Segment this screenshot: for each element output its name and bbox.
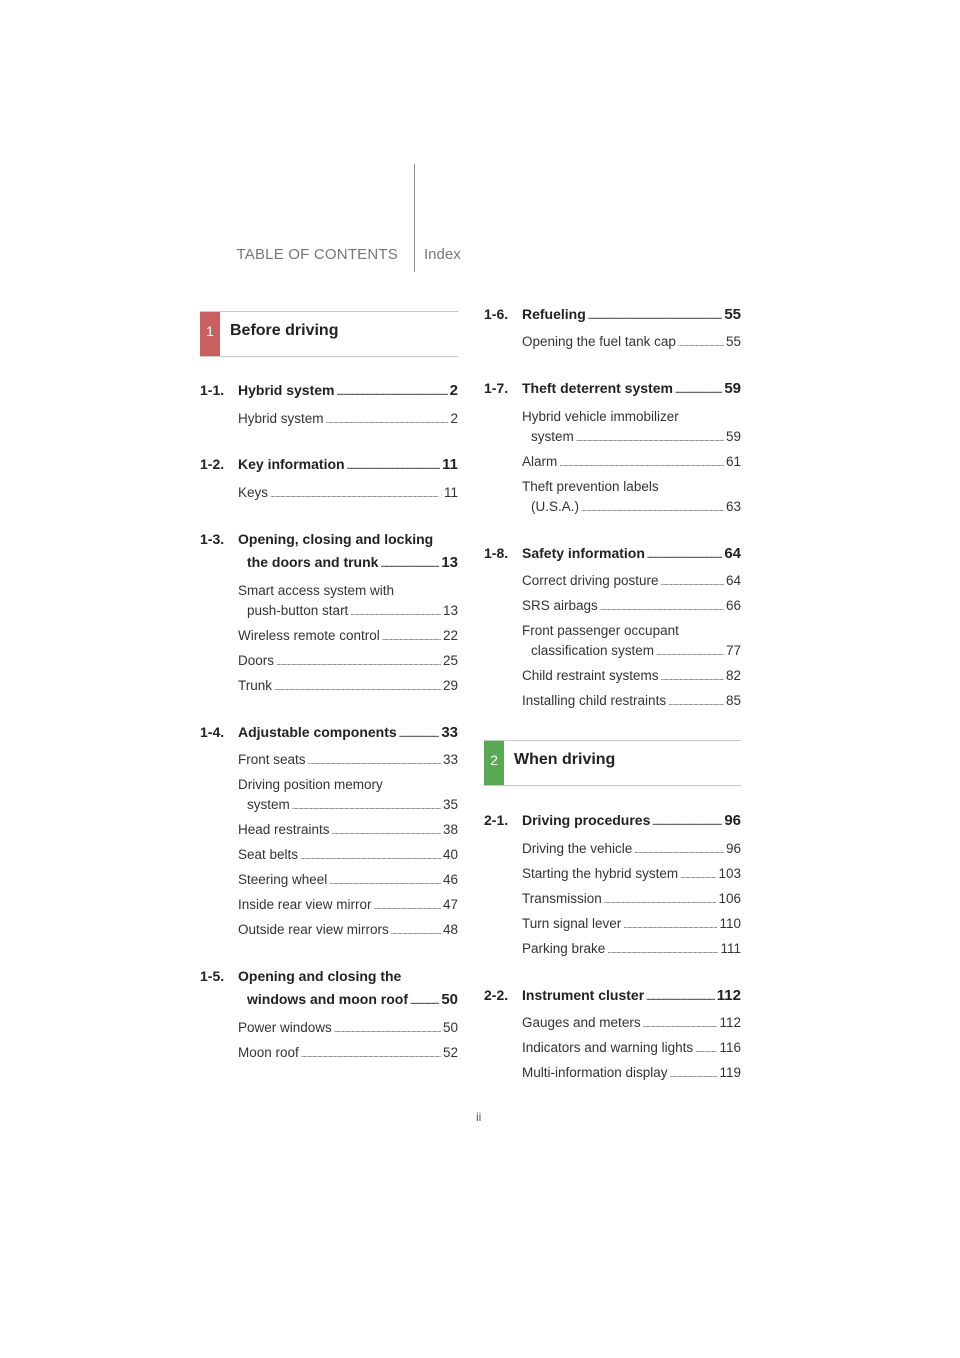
chapter-number: 1-6. (484, 306, 509, 322)
chapter-title-line2: the doors and trunk (247, 554, 379, 570)
leader-dots (647, 542, 722, 567)
item-text: Transmission (522, 891, 602, 906)
leader-dots (675, 377, 722, 402)
leader-dots (399, 721, 440, 746)
toc-item[interactable] (238, 750, 458, 772)
leader-dots (329, 870, 441, 892)
item-page: 40 (442, 847, 458, 862)
toc-item[interactable] (238, 626, 458, 648)
item-text: Steering wheel (238, 872, 328, 887)
item-text: Installing child restraints (522, 693, 667, 708)
index-tab[interactable]: Index (424, 246, 461, 263)
chapter-title: Driving procedures (522, 812, 651, 828)
leader-dots (668, 691, 724, 713)
toc-item[interactable] (522, 839, 741, 861)
toc-item[interactable] (238, 775, 458, 812)
item-page: 29 (442, 678, 458, 693)
chapter-page: 112 (716, 987, 741, 1004)
item-text: Child restraint systems (522, 668, 659, 683)
toc-item[interactable] (238, 409, 458, 431)
chapter-number: 1-8. (484, 545, 509, 561)
item-text: Power windows (238, 1020, 332, 1035)
item-text: SRS airbags (522, 598, 598, 613)
item-page: 66 (725, 598, 741, 613)
leader-dots (380, 551, 439, 576)
toc-item[interactable] (522, 1038, 741, 1060)
chapter-number: 1-2. (200, 456, 225, 472)
leader-dots (292, 795, 441, 817)
leader-dots (308, 750, 441, 772)
item-text: Indicators and warning lights (522, 1040, 694, 1055)
chapter-title-line2: windows and moon roof (247, 991, 408, 1007)
chapter-page: 96 (724, 812, 741, 829)
toc-item[interactable] (522, 571, 741, 593)
chapter-page: 2 (449, 382, 458, 399)
item-page: 106 (718, 891, 741, 906)
toc-item[interactable] (522, 596, 741, 618)
item-entry (531, 427, 741, 449)
leader-dots (301, 1043, 441, 1065)
toc-item[interactable] (238, 483, 458, 505)
item-page: 82 (725, 668, 741, 683)
toc-item[interactable] (522, 939, 741, 961)
chapter-title: Key information (238, 456, 345, 472)
chapter-entry (238, 721, 458, 746)
item-text: Opening the fuel tank cap (522, 334, 676, 349)
item-page: 52 (442, 1045, 458, 1060)
item-page: 96 (725, 841, 741, 856)
section-title: When driving (514, 751, 616, 768)
item-page: 63 (725, 499, 741, 514)
chapter-title: Safety information (522, 545, 645, 561)
item-page: 61 (725, 454, 741, 469)
chapter-number: 2-1. (484, 812, 509, 828)
item-text: Parking brake (522, 941, 606, 956)
item-entry (531, 641, 741, 663)
leader-dots (374, 895, 441, 917)
table-of-contents-tab[interactable]: TABLE OF CONTENTS (236, 246, 398, 263)
item-text: Keys (238, 485, 269, 500)
section-number-badge: 2 (484, 741, 504, 785)
toc-item[interactable] (238, 581, 458, 618)
chapter-title: Refueling (522, 306, 586, 322)
toc-item[interactable] (238, 895, 458, 917)
chapter-entry (522, 377, 741, 402)
toc-item[interactable] (522, 621, 741, 658)
leader-dots (588, 303, 723, 328)
toc-item[interactable] (238, 820, 458, 842)
item-page: 46 (442, 872, 458, 887)
toc-item[interactable] (238, 1018, 458, 1040)
toc-item[interactable] (522, 889, 741, 911)
chapter-title-line1: Opening, closing and locking (238, 531, 434, 547)
item-text: Starting the hybrid system (522, 866, 679, 881)
item-text: Seat belts (238, 847, 299, 862)
toc-item[interactable] (238, 870, 458, 892)
leader-dots (559, 452, 724, 474)
chapter-number: 1-5. (200, 968, 225, 984)
item-page: 2 (450, 411, 458, 426)
leader-dots (334, 1018, 441, 1040)
leader-dots (634, 839, 724, 861)
item-text-line2: system (247, 797, 290, 812)
item-page: 48 (442, 922, 458, 937)
item-page: 112 (719, 1015, 741, 1030)
item-page: 22 (442, 628, 458, 643)
chapter-entry (247, 551, 458, 576)
leader-dots (382, 626, 441, 648)
leader-dots (274, 676, 441, 698)
toc-item[interactable] (238, 651, 458, 673)
leader-dots (678, 332, 724, 354)
toc-item[interactable] (522, 1063, 741, 1085)
item-text: Head restraints (238, 822, 330, 837)
chapter-entry (247, 988, 458, 1013)
chapter-title: Theft deterrent system (522, 380, 673, 396)
toc-item[interactable] (522, 864, 741, 886)
item-text-line2: (U.S.A.) (531, 499, 580, 514)
item-text: Gauges and meters (522, 1015, 641, 1030)
section-header-before-driving[interactable] (200, 311, 458, 357)
chapter-number: 2-2. (484, 987, 509, 1003)
item-text: Moon roof (238, 1045, 299, 1060)
chapter-page: 59 (724, 380, 741, 397)
leader-dots (661, 666, 724, 688)
toc-item[interactable] (522, 452, 741, 474)
leader-dots (576, 427, 724, 449)
chapter-page: 33 (441, 724, 458, 741)
chapter-number: 1-1. (200, 382, 225, 398)
item-entry (531, 497, 741, 519)
item-page: 38 (442, 822, 458, 837)
leader-dots (643, 1013, 718, 1035)
chapter-title-line1: Opening and closing the (238, 968, 402, 984)
toc-item[interactable] (522, 666, 741, 688)
leader-dots (300, 845, 441, 867)
item-text: Hybrid system (238, 411, 324, 426)
leader-dots (661, 571, 724, 593)
toc-item[interactable] (522, 407, 741, 444)
leader-dots (276, 651, 441, 673)
chapter-page: 13 (441, 554, 458, 571)
item-page: 111 (720, 941, 741, 956)
leader-dots (623, 914, 717, 936)
item-page: 55 (725, 334, 741, 349)
chapter-title: Adjustable components (238, 724, 397, 740)
leader-dots (652, 809, 722, 834)
chapter-page: 55 (724, 306, 741, 323)
item-page: 116 (719, 1040, 741, 1055)
chapter-number: 1-4. (200, 724, 225, 740)
leader-dots (680, 864, 716, 886)
chapter-title: Instrument cluster (522, 987, 645, 1003)
chapter-entry (522, 984, 741, 1009)
item-text-line1: Driving position memory (238, 777, 383, 792)
chapter-entry (522, 542, 741, 567)
page-number: ii (476, 1110, 482, 1124)
toc-item[interactable] (238, 920, 458, 942)
chapter-page: 64 (724, 545, 741, 562)
chapter-entry (522, 809, 741, 834)
item-text-line1: Theft prevention labels (522, 479, 659, 494)
leader-dots (347, 453, 441, 478)
leader-dots (270, 483, 442, 505)
leader-dots (326, 409, 449, 431)
item-page: 50 (442, 1020, 458, 1035)
leader-dots (332, 820, 441, 842)
item-page: 103 (718, 866, 741, 881)
item-entry (247, 795, 458, 817)
chapter-title: Hybrid system (238, 382, 335, 398)
item-text-line1: Smart access system with (238, 583, 395, 598)
item-page: 11 (443, 485, 458, 500)
item-page: 64 (725, 573, 741, 588)
item-text: Doors (238, 653, 275, 668)
toc-item[interactable] (238, 676, 458, 698)
chapter-entry (238, 379, 458, 404)
leader-dots (410, 988, 439, 1013)
item-page: 85 (725, 693, 741, 708)
section-header-when-driving[interactable] (484, 740, 741, 786)
chapter-page: 11 (442, 456, 458, 473)
chapter-page: 50 (441, 991, 458, 1008)
item-page: 25 (442, 653, 458, 668)
item-text: Turn signal lever (522, 916, 622, 931)
leader-dots (695, 1038, 717, 1060)
toc-item[interactable] (522, 691, 741, 713)
item-text-line2: classification system (531, 643, 655, 658)
chapter-entry (238, 453, 458, 478)
item-text-line1: Hybrid vehicle immobilizer (522, 409, 679, 424)
leader-dots (600, 596, 724, 618)
toc-item[interactable] (522, 332, 741, 354)
item-page: 110 (719, 916, 741, 931)
item-page: 35 (442, 797, 458, 812)
leader-dots (646, 984, 715, 1009)
item-text-line2: system (531, 429, 574, 444)
toc-item[interactable] (522, 477, 741, 514)
item-page: 59 (725, 429, 741, 444)
leader-dots (607, 939, 718, 961)
item-text: Outside rear view mirrors (238, 922, 389, 937)
item-page: 13 (442, 603, 458, 618)
item-text: Wireless remote control (238, 628, 380, 643)
item-entry (247, 601, 458, 623)
leader-dots (604, 889, 717, 911)
item-text-line1: Front passenger occupant (522, 623, 679, 638)
toc-item[interactable] (522, 914, 741, 936)
toc-item[interactable] (238, 1043, 458, 1065)
item-page: 47 (442, 897, 458, 912)
header-divider (414, 164, 415, 272)
section-title: Before driving (230, 322, 339, 339)
leader-dots (350, 601, 441, 623)
leader-dots (670, 1063, 718, 1085)
toc-item[interactable] (238, 845, 458, 867)
chapter-number: 1-3. (200, 531, 225, 547)
item-text: Alarm (522, 454, 558, 469)
item-text: Front seats (238, 752, 306, 767)
item-text: Trunk (238, 678, 273, 693)
item-text-line2: push-button start (247, 603, 349, 618)
item-page: 77 (725, 643, 741, 658)
item-text: Inside rear view mirror (238, 897, 372, 912)
leader-dots (391, 920, 441, 942)
chapter-entry (522, 303, 741, 328)
item-text: Multi-information display (522, 1065, 668, 1080)
leader-dots (656, 641, 724, 663)
section-number-badge: 1 (200, 312, 220, 356)
leader-dots (336, 379, 447, 404)
item-text: Correct driving posture (522, 573, 659, 588)
toc-item[interactable] (522, 1013, 741, 1035)
leader-dots (581, 497, 724, 519)
item-page: 33 (442, 752, 458, 767)
item-text: Driving the vehicle (522, 841, 633, 856)
chapter-number: 1-7. (484, 380, 509, 396)
item-page: 119 (719, 1065, 741, 1080)
